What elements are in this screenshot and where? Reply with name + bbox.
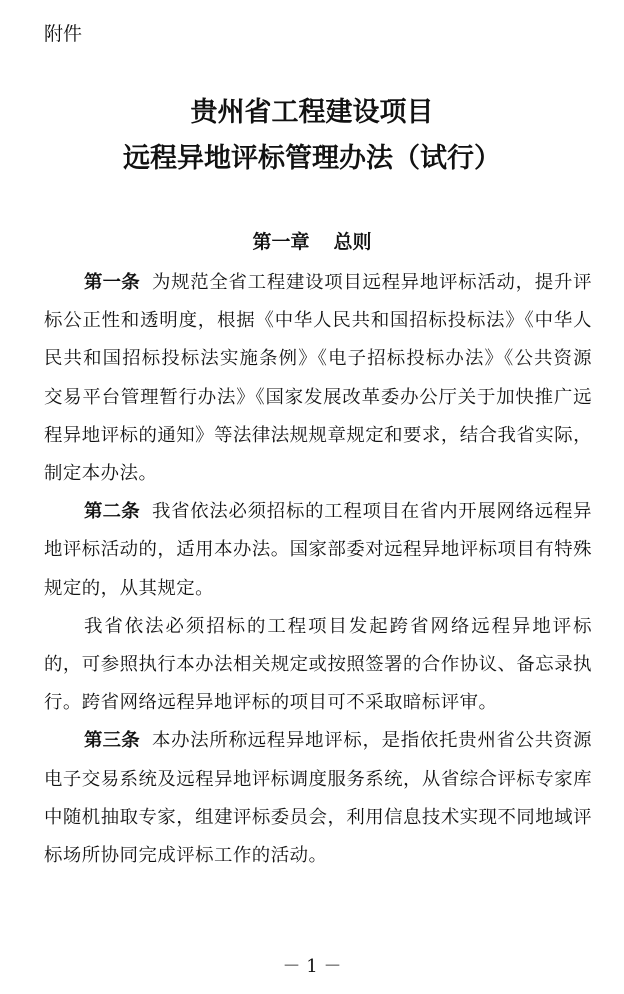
paragraph-article-2 [44, 493, 592, 608]
document-title-line-1: 贵州省工程建设项目 [190, 97, 434, 128]
article-label: 第二条 [84, 501, 140, 523]
paragraph-text: 为规范全省工程建设项目远程异地评标活动，提升评标公正性和透明度，根据《中华人民共和国招标投标法》《中华人民共和国招标投标法实施条例》《电子招标投标办法》《公共资源交易平台管理暂行办法》《国家发展改革委办公厅关于加快推广远程异地评标的通知》等法律法规规章规定和要求，结合我省实际，制定本办法。 [44, 272, 592, 485]
article-label: 第一条 [84, 272, 140, 293]
paragraph-text: 本办法所称远程异地评标，是指依托贵州省公共资源电子交易系统及远程异地评标调度服务系统，从省综合评标专家库中随机抽取专家，组建评标委员会，利用信息技术实现不同地域评标场所协同完成评标工作的活动。 [44, 730, 592, 867]
attachment-label: 附件 [44, 23, 83, 45]
article-label: 第三条 [84, 730, 140, 752]
page-number: － 1 － [282, 956, 342, 977]
paragraph-text: 我省依法必须招标的工程项目在省内开展网络远程异地评标活动的，适用本办法。国家部委对远程异地评标项目有特殊规定的，从其规定。 [44, 501, 592, 599]
paragraph-text: 我省依法必须招标的工程项目发起跨省网络远程异地评标的，可参照执行本办法相关规定或按照签署的合作协议、备忘录执行。跨省网络远程异地评标的项目可不采取暗标评审。 [44, 615, 592, 714]
paragraph-article-3 [44, 722, 592, 875]
paragraph-article-2-continued [44, 608, 592, 723]
chapter-name: 总则 [333, 231, 372, 253]
chapter-heading [0, 228, 624, 256]
document-title-line-2: 远程异地评标管理办法（试行） [123, 143, 501, 174]
document-body [44, 264, 592, 875]
chapter-number: 第一章 [252, 231, 310, 253]
paragraph-article-1 [44, 264, 592, 493]
